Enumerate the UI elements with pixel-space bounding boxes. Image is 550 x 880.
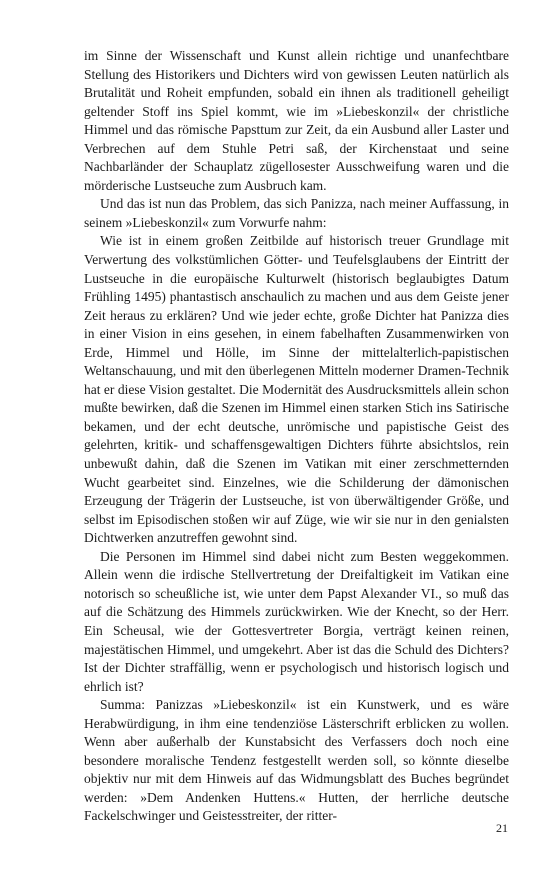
page-number: 21 bbox=[496, 821, 508, 835]
paragraph-2: Und das ist nun das Problem, das sich Panizza, nach meiner Auffassung, in seinem »Liebeskonzil« zum Vorwurfe nahm: bbox=[84, 196, 509, 230]
body-text bbox=[84, 47, 509, 826]
paragraph-1: im Sinne der Wissenschaft und Kunst allein richtige und unanfechtbare Stellung des Historikers und Dichters wird von gewissen Leuten natürlich als Brutalität und Roheit empfunden, sobald ein ihnen als traditionell geheiligt geltender Stoff ins Spiel kommt, wie im »Liebeskonzil« der christliche Himmel und das römische Papsttum zur Zeit, da ein Ausbund aller Laster und Verbrechen auf dem Stuhle Petri saß, der Kirchenstaat und seine Nachbarländer der Schauplatz zügellosester Ausschweifung waren und die mörderische Lustseuche zum Ausbruch kam. bbox=[84, 48, 509, 193]
paragraph-4: Die Personen im Himmel sind dabei nicht zum Besten weggekommen. Allein wenn die irdische Stellvertretung der Dreifaltigkeit im Vatikan eine notorisch so scheußliche ist, wie unter dem Papst Alexander VI., so muß das auf die Schätzung des Himmels zurückwirken. Wie der Knecht, so der Herr. Ein Scheusal, wie der Gottesvertreter Borgia, verträgt keinen reinen, majestätischen Himmel, und umgekehrt. Aber ist das die Schuld des Dichters? Ist der Dichter straffällig, wenn er psychologisch und historisch logisch und ehrlich ist? bbox=[84, 548, 509, 694]
paragraph-5: Summa: Panizzas »Liebeskonzil« ist ein Kunstwerk, und es wäre Herabwürdigung, in ihm eine tendenziöse Lästerschrift erblicken zu wollen. Wenn aber außerhalb der Kunstabsicht des Verfassers doch noch eine besondere moralische Tendenz festgestellt werden soll, so könnte dieselbe objektiv nur mit dem Hinweis auf das Widmungsblatt des Buches begründet werden: »Dem Andenken Huttens.« Hutten, der herrliche deutsche Fackelschwinger und Geistesstreiter, der ritter- bbox=[84, 697, 509, 824]
paragraph-3: Wie ist in einem großen Zeitbilde auf historisch treuer Grundlage mit Verwertung des volkstümlichen Götter- und Teufelsglaubens der Eintritt der Lustseuche in die europäische Kulturwelt (historisch beglaubigtes Datum Frühling 1495) phantastisch anschaulich zu machen und aus dem Geiste jener Zeit heraus zu erklären? Und wie jeder echte, große Dichter hat Panizza dies in einer Vision in eins gesehen, in einem fabelhaften Zusammenwirken von Erde, Himmel und Hölle, im Sinne der mittelalterlich-papistischen Weltanschauung, und mit den überlegenen Mitteln moderner Dramen-Technik hat er diese Vision gestaltet. Die Modernität des Ausdrucksmittels allein schon mußte bewirken, daß die Szenen im Himmel einen starken Stich ins Satirische bekamen, und der echt deutsche, unrömische und papistische Geist des gelehrten, kritik- und schaffensgewaltigen Dichters führte absichtslos, rein unbewußt dahin, daß die Szenen im Vatikan mit einer zerschmetternden Wucht gearbeitet sind. Einzelnes, wie die Schilderung der dämonischen Erzeugung der Trägerin der Lustseuche, ist von überwältigender Größe, und selbst im Episodischen stoßen wir auf Züge, wie wir sie nur in den genialsten Dichtwerken anzutreffen gewohnt sind. bbox=[84, 233, 509, 546]
